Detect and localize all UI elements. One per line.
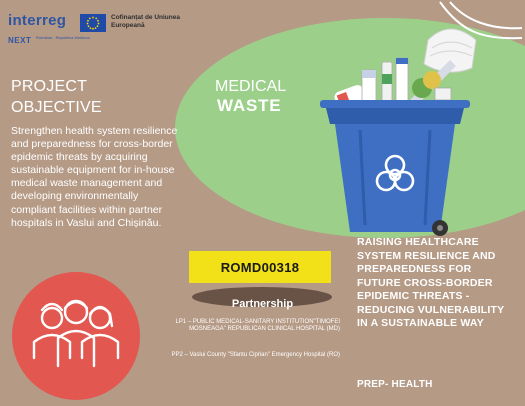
eu-flag-icon — [80, 14, 106, 32]
partnership-title: Partnership — [231, 298, 294, 310]
next-logo-subtext: România - Republica Moldova — [36, 35, 90, 40]
banner-line1: MEDICAL — [215, 78, 287, 95]
partner-lp1: LP1 – PUBLIC MEDICAL-SANITARY INSTITUTION"TIMOFEI MOSNEAGA" REPUBLICAN CLINICAL HOSPITAL (MD) — [175, 319, 340, 333]
objective-body: Strengthen health system resilience and preparedness for cross-border epidemic threats by acquiring sustainable equipment for in-house medical waste management and developing environmentally compliant facilities within partner hospitals in Vaslui and Chișinău. — [11, 125, 178, 229]
people-group-icon — [12, 272, 140, 400]
project-title: RAISING HEALTHCARE SYSTEM RESILIENCE AND PREPAREDNESS FOR FUTURE CROSS-BORDER EPIDEMIC THREATS - REDUCING VULNERABILITY IN A SUSTAINABLE WAY — [357, 236, 505, 329]
banner-line2: WASTE — [217, 96, 282, 115]
partners-circle — [12, 272, 140, 400]
project-code: ROMD00318 — [189, 251, 331, 283]
program-label: PREP- HEALTH — [357, 379, 433, 390]
next-logo: NEXT — [8, 36, 32, 45]
objective-title: PROJECT OBJECTIVE — [11, 78, 102, 116]
interreg-logo: interreg — [8, 12, 67, 29]
waste-bin-icon — [300, 40, 490, 240]
eu-cofinance-text: Cofinanțat de Uniunea Europeană — [111, 14, 180, 29]
partner-pp2: PP2 – Vaslui County "Sfantu Ciprian" Emergency Hospital (RO) — [171, 352, 340, 358]
header-logos — [8, 10, 178, 52]
